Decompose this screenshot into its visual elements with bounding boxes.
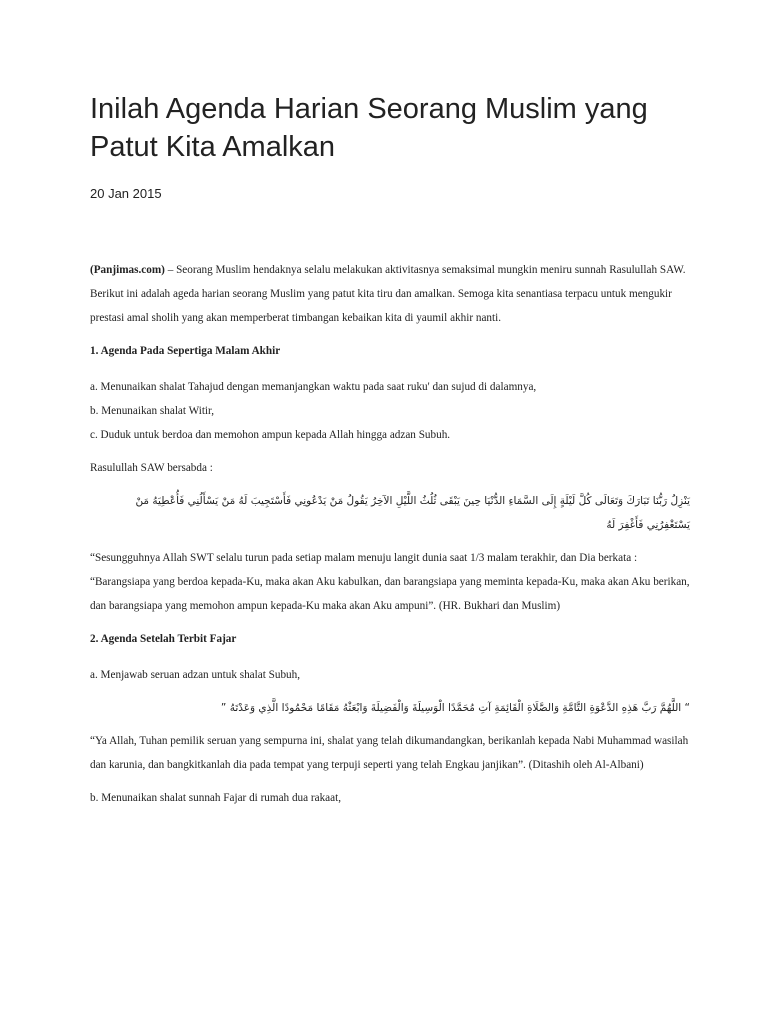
section1-heading: 1. Agenda Pada Sepertiga Malam Akhir (90, 345, 281, 357)
hadith-intro: Rasulullah SAW bersabda : (90, 462, 213, 474)
hadith-translation: “Sesungguhnya Allah SWT selalu turun pada setiap malam menuju langit dunia saat 1/3 malam terakhir, dan Dia berkata : “Barangsiapa yang berdoa kepada-Ku, maka akan Aku kabulkan, dan barangsiapa yang meminta kepada-Ku, maka akan Aku berikan, dan barangsiapa yang memohon ampun kepada-Ku maka akan Aku ampuni”. (HR. Bukhari dan Muslim) (90, 552, 690, 612)
list-item: a. Menunaikan shalat Tahajud dengan memanjangkan waktu pada saat ruku' dan sujud di dalamnya, (90, 381, 537, 393)
article-title: Inilah Agenda Harian Seorang Muslim yang Patut Kita Amalkan (90, 93, 648, 163)
arabic-hadith-text: يَنْزِلُ رَبُّنَا تَبَارَكَ وَتَعَالَى كُلَّ لَيْلَةٍ إِلَى السَّمَاءِ الدُّنْيَا حِينَ يَبْقَى ثُلُثُ اللَّيْلِ الآخِرُ يَقُولُ مَنْ يَدْعُونِي فَأَسْتَجِيبَ لَهُ مَنْ يَسْأَلُنِي فَأُعْطِيَهُ مَنْ يَسْتَغْفِرُنِي فَأَغْفِرَ لَهُ (135, 495, 690, 531)
prayer-translation: “Ya Allah, Tuhan pemilik seruan yang sempurna ini, shalat yang telah dikumandangkan, berikanlah kepada Nabi Muhammad wasilah dan karunia, dan bangkitkanlah dia pada tempat yang terpuji seperti yang telah Engkau janjikan”. (Ditashih oleh Al-Albani) (90, 735, 689, 771)
intro-source: (Panjimas.com) (90, 264, 165, 276)
arabic-adzan-prayer: “ اللَّهُمَّ رَبَّ هَذِهِ الدَّعْوَةِ التَّامَّةِ وَالصَّلَاةِ الْقَائِمَةِ آتِ مُحَمَّدًا الْوَسِيلَةَ وَالْفَضِيلَةَ وَابْعَثْهُ مَقَامًا مَحْمُودًا الَّذِي وَعَدْتَهُ ” (220, 702, 690, 714)
list-item: c. Duduk untuk berdoa dan memohon ampun kepada Allah hingga adzan Subuh. (90, 429, 451, 441)
list-item: b. Menunaikan shalat Witir, (90, 405, 215, 417)
article-body (90, 258, 690, 819)
section2-item-a: a. Menjawab seruan adzan untuk shalat Subuh, (90, 669, 301, 681)
section2-item-b: b. Menunaikan shalat sunnah Fajar di rumah dua rakaat, (90, 792, 342, 804)
intro-text: – Seorang Muslim hendaknya selalu melakukan aktivitasnya semaksimal mungkin meniru sunnah Rasulullah SAW. Berikut ini adalah ageda harian seorang Muslim yang patut kita tiru dan amalkan. Semoga kita senantiasa terpacu untuk mengukir prestasi amal sholih yang akan memperberat timbangan kebaikan kita di yaumil akhir nanti. (90, 264, 686, 324)
section1-list (90, 375, 690, 447)
section2-heading: 2. Agenda Setelah Terbit Fajar (90, 633, 237, 645)
intro-paragraph (90, 258, 690, 330)
article-date: 20 Jan 2015 (90, 186, 162, 201)
